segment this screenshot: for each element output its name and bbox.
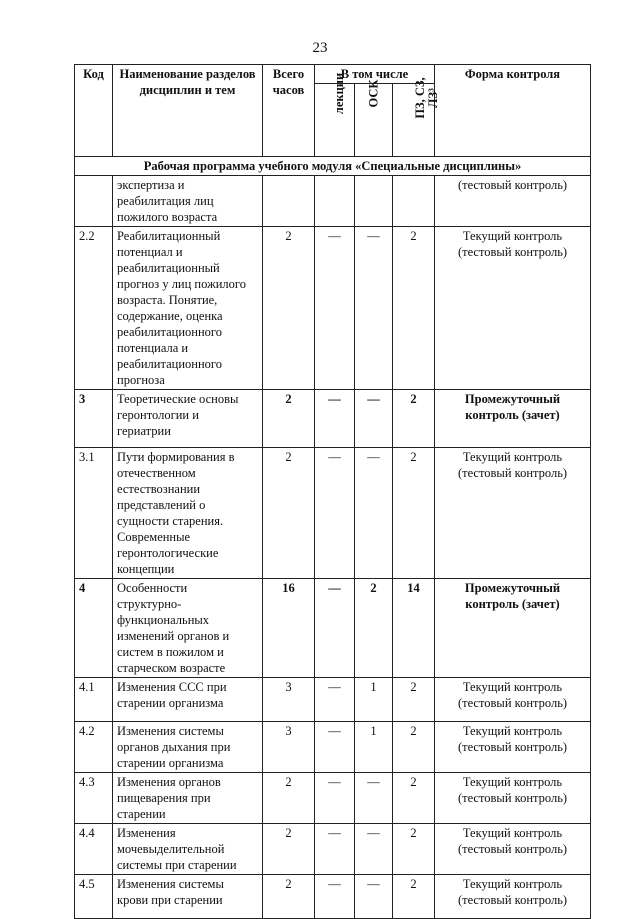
row-lectures: — <box>315 579 355 678</box>
row-code: 4.1 <box>75 678 113 722</box>
row-lectures: — <box>315 722 355 773</box>
row-lectures: — <box>315 227 355 390</box>
row-pz: 2 <box>393 678 435 722</box>
row-form: Промежуточный контроль (зачет) <box>435 579 591 678</box>
row-osk: — <box>355 875 393 919</box>
page-number: 23 <box>312 40 328 56</box>
table-row <box>75 773 591 824</box>
row-pz: 2 <box>393 390 435 448</box>
row-osk: — <box>355 390 393 448</box>
row-osk: — <box>355 824 393 875</box>
row-total: 2 <box>263 773 315 824</box>
row-name: Теоретические основы геронтологии и гериатрии <box>113 390 263 448</box>
row-form: Текущий контроль (тестовый контроль) <box>435 448 591 579</box>
row-name: Пути формирования в отечественном естествознании представлений о сущности старения. Современные геронтологические концепции <box>113 448 263 579</box>
row-total <box>263 176 315 227</box>
curriculum-table <box>74 64 591 919</box>
row-lectures: — <box>315 824 355 875</box>
header-name: Наименование разделов дисциплин и тем <box>113 65 263 157</box>
row-pz: 2 <box>393 227 435 390</box>
row-lectures: — <box>315 678 355 722</box>
row-pz: 2 <box>393 722 435 773</box>
row-code: 4.4 <box>75 824 113 875</box>
row-code <box>75 176 113 227</box>
table-row <box>75 448 591 579</box>
row-pz: 2 <box>393 448 435 579</box>
row-code: 3 <box>75 390 113 448</box>
row-name: Изменения системы крови при старении <box>113 875 263 919</box>
row-total: 3 <box>263 678 315 722</box>
row-total: 2 <box>263 227 315 390</box>
row-lectures: — <box>315 448 355 579</box>
table-row <box>75 824 591 875</box>
table-row <box>75 390 591 448</box>
row-lectures: — <box>315 875 355 919</box>
row-form: Текущий контроль (тестовый контроль) <box>435 875 591 919</box>
table-row <box>75 579 591 678</box>
row-form: Текущий контроль (тестовый контроль) <box>435 722 591 773</box>
row-form: Текущий контроль (тестовый контроль) <box>435 824 591 875</box>
row-osk: 2 <box>355 579 393 678</box>
row-osk: — <box>355 227 393 390</box>
row-total: 2 <box>263 824 315 875</box>
row-form: (тестовый контроль) <box>435 176 591 227</box>
row-osk <box>355 176 393 227</box>
header-total: Всего часов <box>263 65 315 157</box>
row-total: 3 <box>263 722 315 773</box>
row-code: 4.3 <box>75 773 113 824</box>
row-osk: — <box>355 773 393 824</box>
row-osk: 1 <box>355 678 393 722</box>
row-form: Текущий контроль (тестовый контроль) <box>435 773 591 824</box>
table-row <box>75 678 591 722</box>
header-lectures: лекции <box>315 84 355 157</box>
row-form: Промежуточный контроль (зачет) <box>435 390 591 448</box>
header-code: Код <box>75 65 113 157</box>
row-pz: 14 <box>393 579 435 678</box>
row-code: 4.2 <box>75 722 113 773</box>
row-name: Изменения системы органов дыхания при старении организма <box>113 722 263 773</box>
row-total: 2 <box>263 448 315 579</box>
header-osk: ОСК <box>355 84 393 157</box>
row-name: Реабилитационный потенциал и реабилитационный прогноз у лиц пожилого возраста. Понятие, содержание, оценка реабилитационного потенциала и реабилитационного прогноза <box>113 227 263 390</box>
row-pz <box>393 176 435 227</box>
row-code: 3.1 <box>75 448 113 579</box>
row-name: Изменения органов пищеварения при старении <box>113 773 263 824</box>
row-pz: 2 <box>393 824 435 875</box>
row-osk: 1 <box>355 722 393 773</box>
row-code: 4.5 <box>75 875 113 919</box>
row-total: 16 <box>263 579 315 678</box>
section-title: Рабочая программа учебного модуля «Специальные дисциплины» <box>75 157 591 176</box>
row-code: 4 <box>75 579 113 678</box>
row-pz: 2 <box>393 773 435 824</box>
table-row <box>75 176 591 227</box>
row-osk: — <box>355 448 393 579</box>
row-total: 2 <box>263 875 315 919</box>
row-name: Особенности структурно- функциональных изменений органов и систем в пожилом и старческом возрасте <box>113 579 263 678</box>
header-pz: ПЗ, СЗ, ЛЗ³ <box>393 84 435 157</box>
row-lectures: — <box>315 390 355 448</box>
table-row <box>75 722 591 773</box>
table-row <box>75 227 591 390</box>
row-form: Текущий контроль (тестовый контроль) <box>435 227 591 390</box>
row-lectures <box>315 176 355 227</box>
row-name: Изменения мочевыделительной системы при старении <box>113 824 263 875</box>
row-form: Текущий контроль (тестовый контроль) <box>435 678 591 722</box>
table-row <box>75 875 591 919</box>
row-total: 2 <box>263 390 315 448</box>
row-code: 2.2 <box>75 227 113 390</box>
row-name: Изменения ССС при старении организма <box>113 678 263 722</box>
row-name: экспертиза и реабилитация лиц пожилого возраста <box>113 176 263 227</box>
header-including: В том числе <box>315 65 435 84</box>
header-form: Форма контроля <box>435 65 591 157</box>
row-pz: 2 <box>393 875 435 919</box>
row-lectures: — <box>315 773 355 824</box>
